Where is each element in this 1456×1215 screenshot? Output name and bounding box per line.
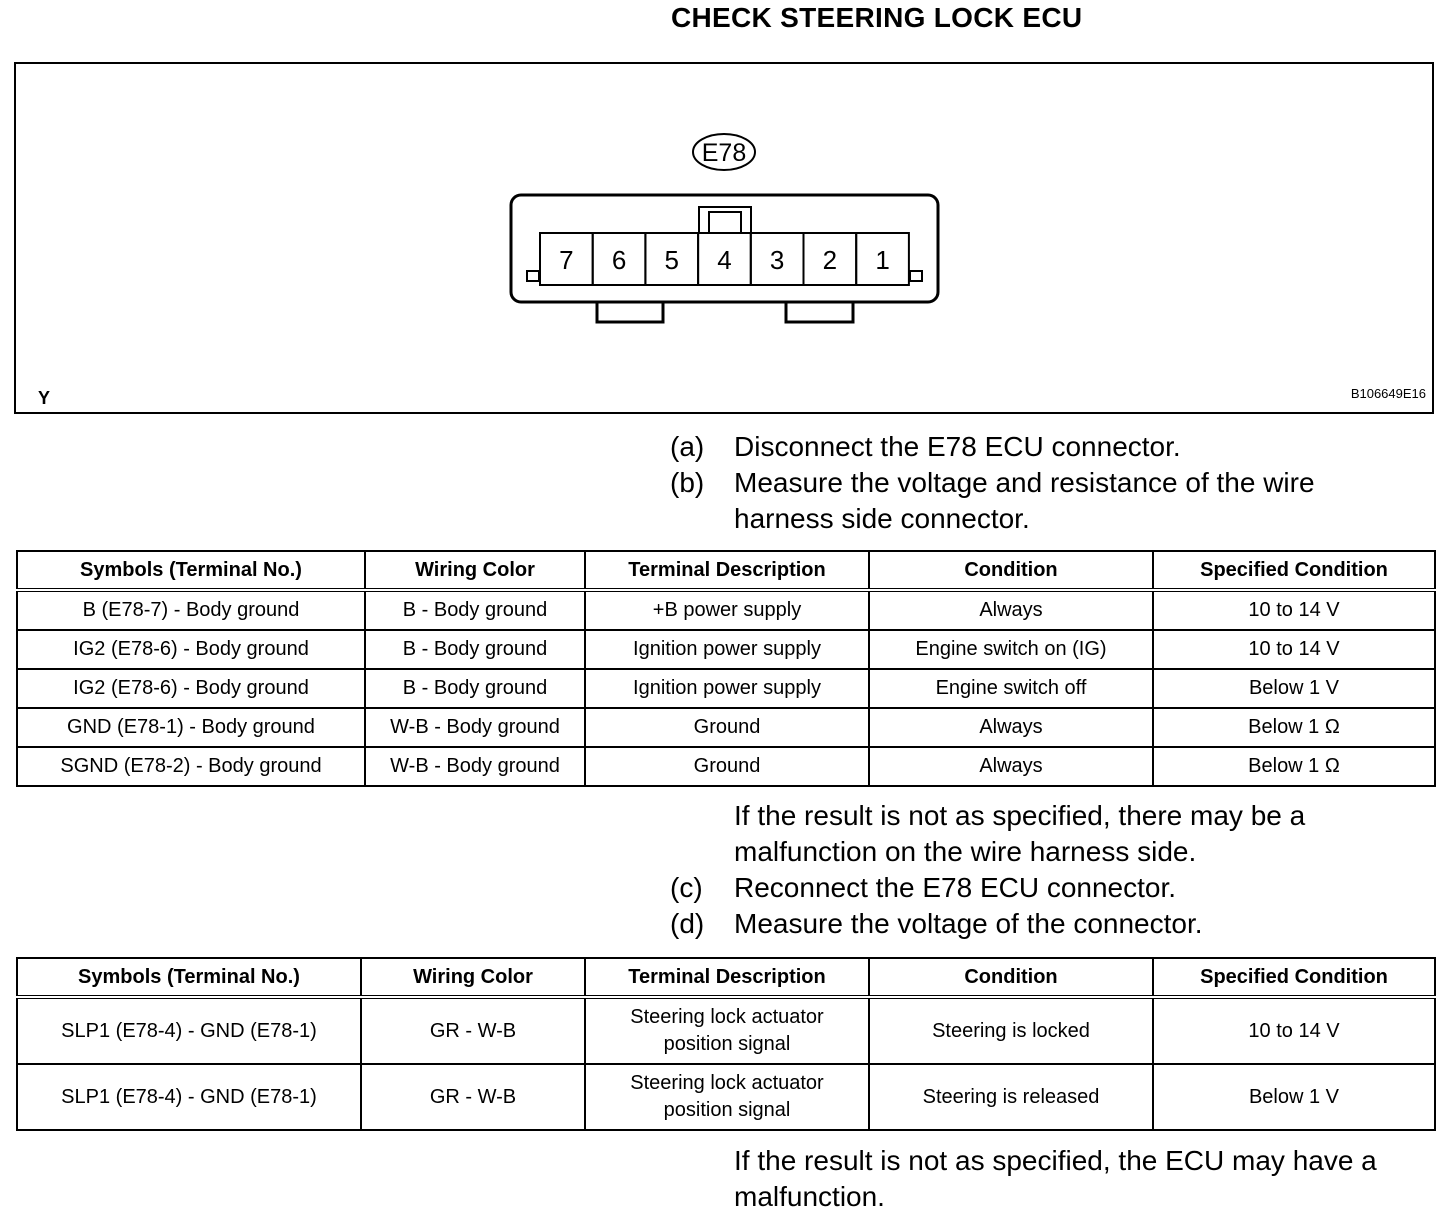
bottom-tab-right (786, 302, 853, 322)
bottom-tab-left (597, 302, 663, 322)
table-cell: GND (E78-1) - Body ground (17, 708, 365, 747)
step-label: (a) (670, 431, 705, 462)
table-cell: B - Body ground (365, 590, 585, 630)
column-header: Terminal Description (585, 551, 869, 590)
pin-number: 6 (611, 245, 627, 275)
pin-number: 3 (769, 245, 785, 275)
step-text: Reconnect the E78 ECU connector. (734, 872, 1177, 903)
pin-row (540, 233, 909, 285)
step-label: (d) (670, 908, 705, 939)
table-cell: Below 1 V (1153, 669, 1435, 708)
table-cell: GR - W-B (361, 1064, 585, 1130)
table-cell: Engine switch on (IG) (869, 630, 1153, 669)
table-cell: Ground (585, 747, 869, 786)
column-header: Symbols (Terminal No.) (17, 551, 365, 590)
table-header-row (17, 551, 1435, 590)
page-title: CHECK STEERING LOCK ECU (671, 2, 1083, 33)
connector-voltage-table (16, 957, 1436, 1131)
table-cell: Below 1 Ω (1153, 747, 1435, 786)
step-text: Measure the voltage and resistance of the wire harness side connector. (734, 467, 1315, 534)
column-header: Condition (869, 551, 1153, 590)
table-row (17, 997, 1435, 1064)
table-cell: +B power supply (585, 590, 869, 630)
table-cell: GR - W-B (361, 997, 585, 1064)
table-cell: Ignition power supply (585, 669, 869, 708)
table-row (17, 1064, 1435, 1130)
table-cell: W-B - Body ground (365, 747, 585, 786)
table-cell: B - Body ground (365, 669, 585, 708)
table-row (17, 590, 1435, 630)
pin-number: 1 (875, 245, 890, 275)
figure-code: B106649E16 (1350, 386, 1426, 401)
table-cell: SLP1 (E78-4) - GND (E78-1) (17, 997, 361, 1064)
table-row (17, 747, 1435, 786)
table-cell: SGND (E78-2) - Body ground (17, 747, 365, 786)
connector-figure (14, 62, 1434, 414)
table-cell: Ignition power supply (585, 630, 869, 669)
key-inner (709, 212, 741, 233)
table-cell: IG2 (E78-6) - Body ground (17, 630, 365, 669)
figure-corner-letter: Y (38, 388, 51, 408)
step-text: Disconnect the E78 ECU connector. (734, 431, 1181, 462)
pin-number: 2 (822, 245, 838, 275)
step-label: (c) (670, 872, 703, 903)
table-row (17, 669, 1435, 708)
key-outer (699, 207, 751, 233)
result-note: If the result is not as specified, the ECU may have a malfunction. (734, 1145, 1377, 1212)
pin-number: 7 (559, 245, 574, 275)
connector-diagram (16, 64, 1432, 412)
table-cell: Below 1 Ω (1153, 708, 1435, 747)
table-cell: SLP1 (E78-4) - GND (E78-1) (17, 1064, 361, 1130)
table-cell: Steering is locked (869, 997, 1153, 1064)
left-latch (527, 271, 539, 281)
table-cell: IG2 (E78-6) - Body ground (17, 669, 365, 708)
column-header: Condition (869, 958, 1153, 997)
voltage-resistance-table (16, 550, 1436, 787)
table-cell: Always (869, 590, 1153, 630)
table-cell: Always (869, 708, 1153, 747)
column-header: Wiring Color (365, 551, 585, 590)
table-header-row (17, 958, 1435, 997)
right-latch (910, 271, 922, 281)
column-header: Specified Condition (1153, 958, 1435, 997)
result-note: If the result is not as specified, there may be a malfunction on the wire harness side. (734, 800, 1306, 867)
column-header: Specified Condition (1153, 551, 1435, 590)
table-cell: Ground (585, 708, 869, 747)
table-cell: 10 to 14 V (1153, 630, 1435, 669)
step-label: (b) (670, 467, 705, 498)
step-text: Measure the voltage of the connector. (734, 908, 1203, 939)
pin-number: 5 (664, 245, 679, 275)
column-header: Symbols (Terminal No.) (17, 958, 361, 997)
column-header: Wiring Color (361, 958, 585, 997)
connector-label: E78 (701, 139, 747, 167)
table-cell: B (E78-7) - Body ground (17, 590, 365, 630)
table-cell: Steering lock actuator position signal (585, 1064, 869, 1130)
table-row (17, 630, 1435, 669)
table-cell: 10 to 14 V (1153, 590, 1435, 630)
table-cell: 10 to 14 V (1153, 997, 1435, 1064)
pin-number: 4 (717, 245, 732, 275)
table-cell: Always (869, 747, 1153, 786)
table-cell: Steering lock actuator position signal (585, 997, 869, 1064)
table-cell: Steering is released (869, 1064, 1153, 1130)
table-cell: Engine switch off (869, 669, 1153, 708)
table-cell: W-B - Body ground (365, 708, 585, 747)
table-row (17, 708, 1435, 747)
column-header: Terminal Description (585, 958, 869, 997)
table-cell: Below 1 V (1153, 1064, 1435, 1130)
table-cell: B - Body ground (365, 630, 585, 669)
